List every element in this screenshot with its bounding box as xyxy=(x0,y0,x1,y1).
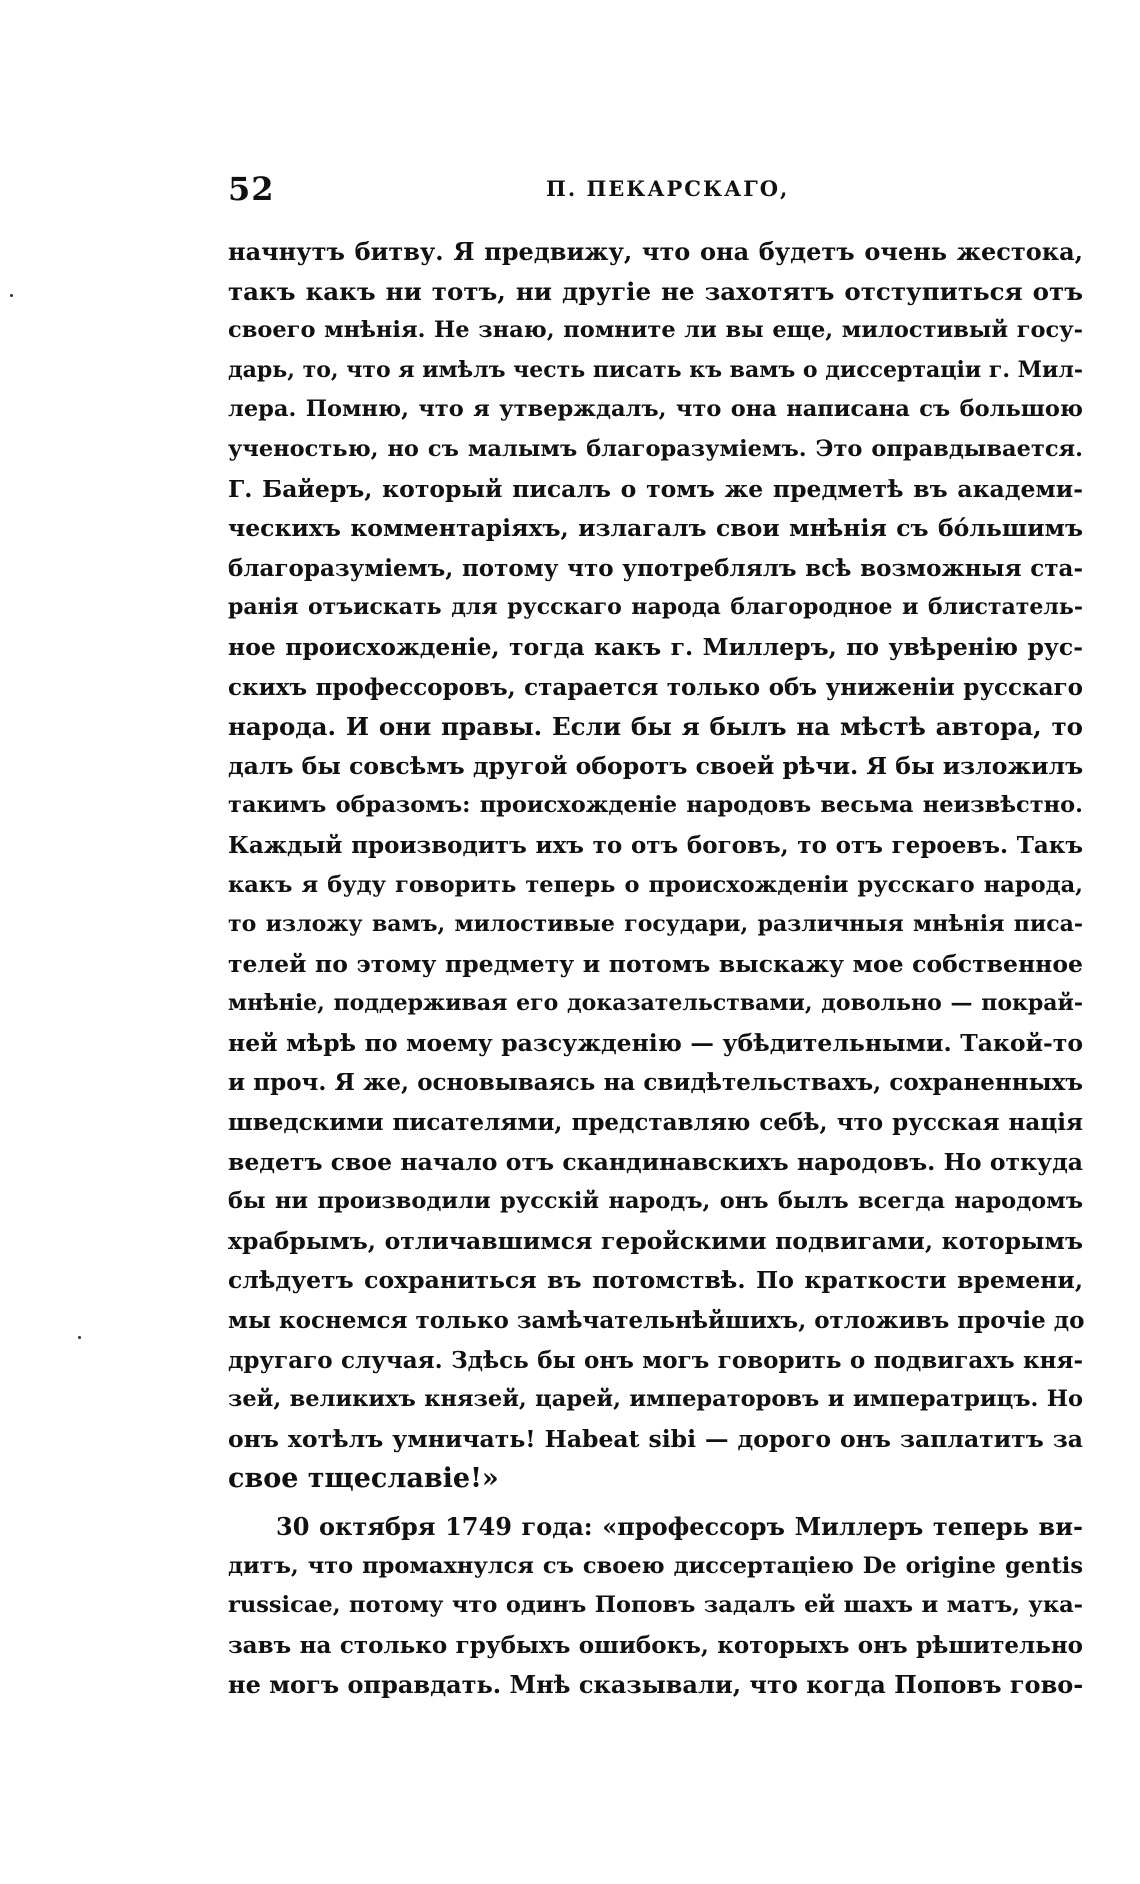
text-line: russicae, потому что одинъ Поповъ задалъ ей шахъ и матъ, ука- xyxy=(228,1592,1083,1619)
text-line: начнутъ битву. Я предвижу, что она будетъ очень жестока, xyxy=(228,237,1083,266)
paragraph-1 xyxy=(228,232,1083,1499)
text-line: онъ хотѣлъ умничать! Habeat sibi — дорого онъ заплатитъ за xyxy=(228,1424,1083,1453)
text-line: ученостью, но съ малымъ благоразуміемъ. Это оправдывается. xyxy=(228,435,1083,462)
text-line: такимъ образомъ: происхожденіе народовъ весьма неизвѣстно. xyxy=(228,792,1083,819)
scan-speck xyxy=(78,1336,81,1339)
text-line: далъ бы совсѣмъ другой оборотъ своей рѣчи. Я бы изложилъ xyxy=(228,751,1084,780)
text-line: народа. И они правы. Если бы я былъ на мѣстѣ автора, то xyxy=(228,712,1083,742)
text-line: ческихъ комментаріяхъ, излагалъ свои мнѣнія съ бо́льшимъ xyxy=(228,514,1083,543)
text-line: другаго случая. Здѣсь бы онъ могъ говорить о подвигахъ кня- xyxy=(228,1346,1083,1374)
page-number: 52 xyxy=(228,170,275,208)
text-line: завъ на столько грубыхъ ошибокъ, которыхъ онъ рѣшительно xyxy=(228,1631,1083,1659)
text-line: храбрымъ, отличавшимся геройскими подвигами, которымъ xyxy=(228,1226,1083,1255)
text-line: скихъ профессоровъ, старается только объ униженіи русскаго xyxy=(228,673,1083,701)
text-line: такъ какъ ни тотъ, ни другіе не захотятъ отступиться отъ xyxy=(228,276,1083,306)
text-line: дарь, то, что я имѣлъ честь писать къ вамъ о диссертаціи г. Мил- xyxy=(228,356,1083,383)
text-line: Г. Байеръ, который писалъ о томъ же предметѣ въ академи- xyxy=(228,474,1083,503)
text-line: ней мѣрѣ по моему разсужденію — убѣдительными. Такой-то xyxy=(228,1028,1083,1057)
text-line: какъ я буду говорить теперь о происхожденіи русскаго народа, xyxy=(228,871,1083,898)
text-line: ное происхожденіе, тогда какъ г. Миллеръ, по увѣренію рус- xyxy=(228,632,1083,661)
text-line: слѣдуетъ сохраниться въ потомствѣ. По краткости времени, xyxy=(228,1266,1083,1295)
text-line: не могъ оправдать. Мнѣ сказывали, что когда Поповъ гово- xyxy=(228,1670,1084,1700)
text-line: телей по этому предмету и потомъ выскажу мое собственное xyxy=(228,949,1083,978)
scan-speck xyxy=(10,294,13,297)
text-line: Каждый производитъ ихъ то отъ боговъ, то отъ героевъ. Такъ xyxy=(228,831,1083,859)
text-line: и проч. Я же, основываясь на свидѣтельствахъ, сохраненныхъ xyxy=(228,1069,1083,1097)
text-line: то изложу вамъ, милостивые государи, различныя мнѣнія писа- xyxy=(228,911,1083,938)
body-text xyxy=(228,232,1083,1705)
paragraph-gap xyxy=(228,1499,1083,1507)
text-line: благоразуміемъ, потому что употреблялъ всѣ возможныя ста- xyxy=(228,554,1083,582)
text-line: мнѣніе, поддерживая его доказательствами, довольно — покрай- xyxy=(228,990,1083,1017)
text-line: свое тщеславіе!» xyxy=(228,1463,499,1495)
text-line: ведетъ свое начало отъ скандинавскихъ народовъ. Но откуда xyxy=(228,1147,1083,1176)
text-line: зей, великихъ князей, царей, императоровъ и императрицъ. Но xyxy=(228,1386,1083,1413)
text-line: ранія отъискать для русскаго народа благородное и блистатель- xyxy=(228,594,1083,621)
text-line: своего мнѣнія. Не знаю, помните ли вы еще, милостивый госу- xyxy=(228,317,1083,344)
text-line: 30 октября 1749 года: «профессоръ Миллеръ теперь ви- xyxy=(276,1512,1083,1541)
text-line: лера. Помню, что я утверждалъ, что она написана съ большою xyxy=(228,396,1083,423)
page-header xyxy=(228,170,1083,214)
running-head: П. ПЕКАРСКАГО, xyxy=(546,176,790,201)
text-line: дитъ, что промахнулся съ своею диссертаціею De origine gentis xyxy=(228,1552,1083,1579)
text-line: бы ни производили русскій народъ, онъ былъ всегда народомъ xyxy=(228,1188,1083,1215)
text-line: шведскими писателями, представляю себѣ, что русская нація xyxy=(228,1109,1083,1137)
paragraph-2 xyxy=(228,1507,1083,1705)
text-line: мы коснемся только замѣчательнѣйшихъ, отложивъ прочіе до xyxy=(228,1307,1085,1335)
